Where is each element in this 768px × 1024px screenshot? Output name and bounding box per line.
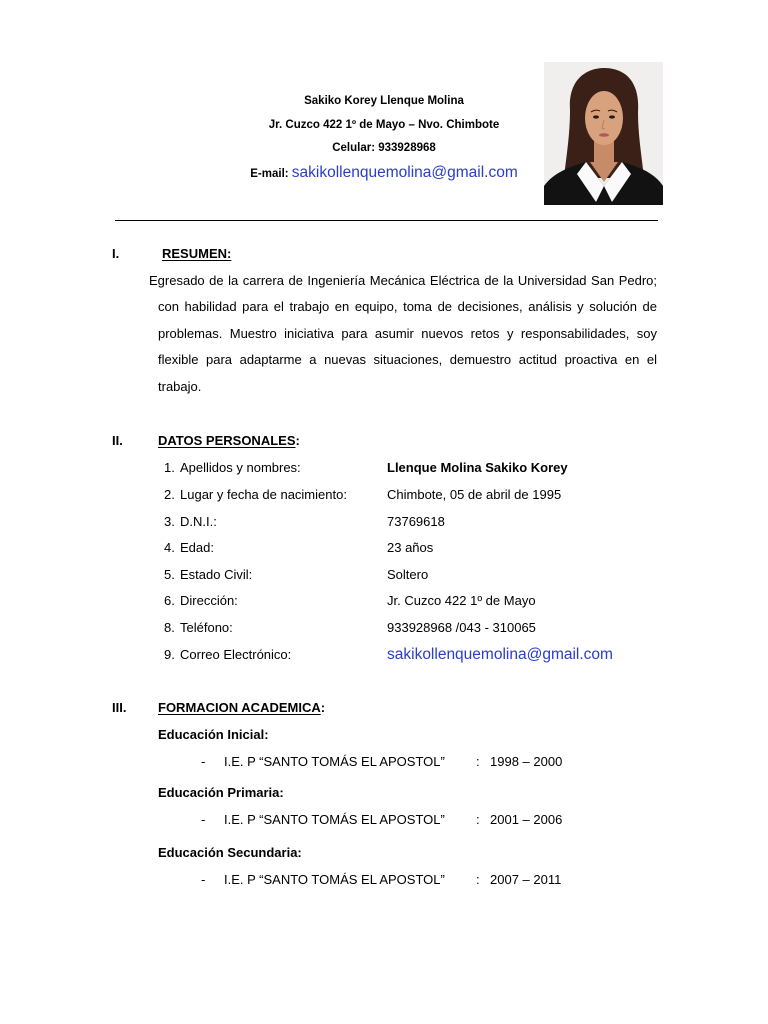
item-value: 73769618 xyxy=(387,514,445,529)
item-label: Lugar y fecha de nacimiento: xyxy=(180,487,347,502)
summary-line: Egresado de la carrera de Ingeniería Mecánica Eléctrica de la Universidad San Pedro; xyxy=(149,273,657,288)
candidate-email-line xyxy=(184,163,584,184)
item-value: Chimbote, 05 de abril de 1995 xyxy=(387,487,562,502)
item-number: 6. xyxy=(164,593,175,608)
entry-separator: : xyxy=(476,812,480,827)
item-label: Teléfono: xyxy=(180,620,233,635)
header-divider xyxy=(115,220,658,221)
section-title xyxy=(158,433,300,449)
item-label: D.N.I.: xyxy=(180,514,217,529)
bullet-dash: - xyxy=(201,812,206,827)
item-number: 1. xyxy=(164,460,175,475)
entry-separator: : xyxy=(476,872,480,887)
item-number: 2. xyxy=(164,487,175,502)
summary-line: problemas. Muestro iniciativa para asumir nuevos retos y responsabilidades, soy xyxy=(158,326,657,341)
section-number: II. xyxy=(112,433,123,448)
profile-photo-frame xyxy=(544,62,663,205)
education-level-heading: Educación Secundaria: xyxy=(158,845,302,860)
section-title-text: DATOS PERSONALES xyxy=(158,433,296,448)
item-label: Dirección: xyxy=(180,593,238,608)
photo-face xyxy=(585,91,623,145)
personal-data-row xyxy=(0,593,768,609)
summary-line: con habilidad para el trabajo en equipo, toma de decisiones, análisis y solución de xyxy=(158,299,657,314)
personal-data-row xyxy=(0,487,768,503)
summary-line: flexible para adaptarme a nuevas situaciones, demuestro actitud proactiva en el xyxy=(158,352,657,367)
school-name: I.E. P “SANTO TOMÁS EL APOSTOL” xyxy=(224,872,445,887)
personal-data-row xyxy=(0,460,768,476)
section-title xyxy=(158,700,325,716)
education-entry xyxy=(0,872,768,888)
education-level-heading: Educación Inicial: xyxy=(158,727,269,742)
photo-mouth xyxy=(599,133,609,137)
item-value: Jr. Cuzco 422 1º de Mayo xyxy=(387,593,536,608)
personal-data-row xyxy=(0,647,768,663)
email-link[interactable]: sakikollenquemolina@gmail.com xyxy=(387,646,613,663)
bullet-dash: - xyxy=(201,872,206,887)
school-years: 2001 – 2006 xyxy=(490,812,563,827)
personal-data-row xyxy=(0,567,768,583)
profile-photo xyxy=(544,62,663,205)
candidate-name: Sakiko Korey Llenque Molina xyxy=(304,95,464,107)
section-title-colon: : xyxy=(295,433,300,448)
section-title-text: FORMACION ACADEMICA xyxy=(158,700,321,715)
email-link[interactable]: sakikollenquemolina@gmail.com xyxy=(291,164,518,181)
education-entry xyxy=(0,754,768,770)
candidate-mobile: Celular: 933928968 xyxy=(332,142,436,154)
item-number: 4. xyxy=(164,540,175,555)
email-label: E-mail: xyxy=(250,168,289,180)
entry-separator: : xyxy=(476,754,480,769)
item-number: 8. xyxy=(164,620,175,635)
item-value: Llenque Molina Sakiko Korey xyxy=(387,460,568,475)
bullet-dash: - xyxy=(201,754,206,769)
item-label: Edad: xyxy=(180,540,214,555)
education-entry xyxy=(0,812,768,828)
item-label: Apellidos y nombres: xyxy=(180,460,301,475)
item-value: 933928968 /043 - 310065 xyxy=(387,620,536,635)
summary-line: trabajo. xyxy=(158,379,202,394)
photo-eye-left xyxy=(593,115,599,118)
section-title-colon: : xyxy=(320,700,326,715)
item-number: 5. xyxy=(164,567,175,582)
item-label: Correo Electrónico: xyxy=(180,647,292,662)
school-years: 1998 – 2000 xyxy=(490,754,563,769)
item-label: Estado Civil: xyxy=(180,567,253,582)
item-number: 9. xyxy=(164,647,175,662)
section-title: RESUMEN: xyxy=(162,246,232,261)
item-value: 23 años xyxy=(387,540,434,555)
school-name: I.E. P “SANTO TOMÁS EL APOSTOL” xyxy=(224,812,445,827)
photo-eye-right xyxy=(609,115,615,118)
school-name: I.E. P “SANTO TOMÁS EL APOSTOL” xyxy=(224,754,445,769)
personal-data-row xyxy=(0,620,768,636)
section-number: III. xyxy=(112,700,127,715)
personal-data-row xyxy=(0,540,768,556)
personal-data-row xyxy=(0,514,768,530)
item-number: 3. xyxy=(164,514,175,529)
item-value: Soltero xyxy=(387,567,429,582)
school-years: 2007 – 2011 xyxy=(490,872,562,887)
education-level-heading: Educación Primaria: xyxy=(158,785,284,800)
section-number: I. xyxy=(112,246,120,261)
candidate-address: Jr. Cuzco 422 1º de Mayo – Nvo. Chimbote xyxy=(268,119,500,131)
